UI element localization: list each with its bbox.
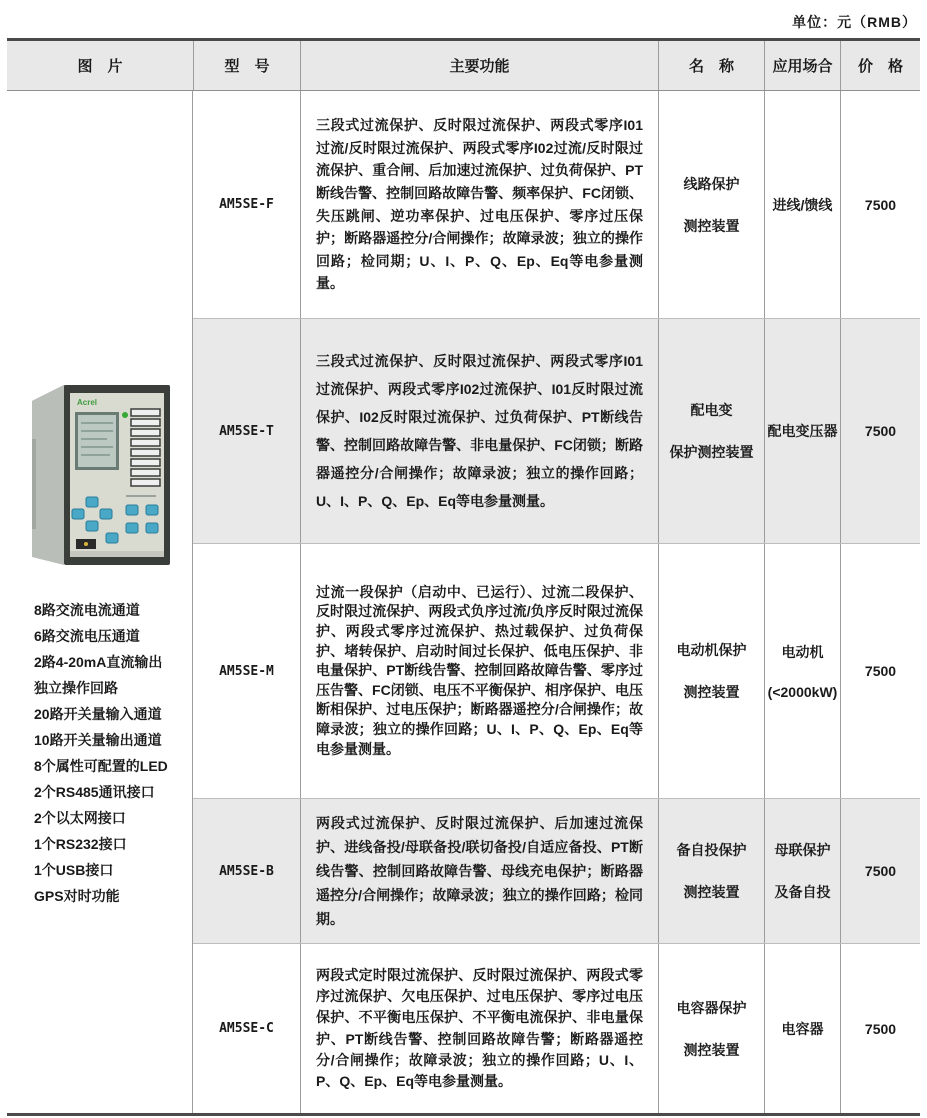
header-functions: 主要功能 bbox=[300, 41, 658, 90]
device-spec-list bbox=[7, 597, 168, 909]
spec-item: 1个RS232接口 bbox=[34, 836, 127, 852]
header-application: 应用场合 bbox=[764, 41, 840, 90]
table-header-row bbox=[7, 41, 920, 91]
name-line: 配电变 bbox=[690, 402, 733, 418]
spec-item: 2个以太网接口 bbox=[34, 810, 126, 826]
application-cell bbox=[764, 944, 840, 1113]
application-cell bbox=[764, 319, 840, 543]
spec-item: 2个RS485通讯接口 bbox=[34, 784, 155, 800]
bezel-strip bbox=[70, 551, 164, 557]
functions-cell bbox=[300, 799, 658, 943]
application-line: 电动机 bbox=[781, 644, 824, 660]
functions-cell bbox=[300, 544, 658, 798]
functions-cell bbox=[300, 944, 658, 1113]
device-side-face bbox=[32, 385, 64, 565]
name-cell bbox=[658, 91, 764, 318]
price-cell: 7500 bbox=[840, 944, 920, 1113]
table-row-am5se-c bbox=[193, 943, 920, 1113]
header-picture: 图 片 bbox=[77, 58, 123, 75]
header-price: 价 格 bbox=[840, 41, 920, 90]
price-cell: 7500 bbox=[840, 91, 920, 318]
application-line: 配电变压器 bbox=[767, 423, 838, 439]
application-line: 电容器 bbox=[781, 1020, 824, 1037]
spec-item: 6路交流电压通道 bbox=[34, 628, 140, 644]
unit-label: 单位：元（RMB） bbox=[792, 14, 917, 30]
functions-text: 两段式过流保护、反时限过流保护、后加速过流保护、进线备投/母联备投/联切备投/自适应备投、PT断线告警、控制回路故障告警、母线充电保护；断路器遥控分/合闸操作；故障录波；独立的操作回路；检同期。 bbox=[316, 815, 643, 927]
name-line: 备自投保护 bbox=[676, 842, 747, 858]
port-dot bbox=[84, 542, 88, 546]
name-line: 电动机保护 bbox=[676, 642, 747, 658]
application-cell bbox=[764, 799, 840, 943]
status-led bbox=[122, 412, 128, 418]
functions-text: 三段式过流保护、反时限过流保护、两段式零序I01过流保护、两段式零序I02过流保护、I01反时限过流保护、I02反时限过流保护、过负荷保护、PT断线告警、控制回路故障告警、非电量保护、FC闭锁；断路器遥控分/合闸操作；故障录波；独立的操作回路；U、I、P、Q、Ep、Eq等电参量测量。 bbox=[316, 353, 643, 509]
spec-item: 1个USB接口 bbox=[34, 862, 114, 878]
functions-cell bbox=[300, 319, 658, 543]
price-cell: 7500 bbox=[840, 799, 920, 943]
application-line: 母联保护 bbox=[774, 842, 831, 858]
spec-item: 20路开关量输入通道 bbox=[34, 706, 162, 722]
name-line: 测控装置 bbox=[683, 884, 740, 900]
functions-text: 过流一段保护（启动中、已运行）、过流二段保护、反时限过流保护、两段式负序过流/负序反时限过流保护、两段式零序过流保护、热过载保护、过负荷保护、堵转保护、启动时间过长保护、低电压保护、非电量保护、PT断线告警、控制回路故障告警、零序过压告警、FC闭锁、电压不平衡保护、相序保护、电压断相保护、过电压保护；断路器遥控分/合闸操作；故障录波；独立的操作回路；U、I、P、Q、Ep、Eq等电参量测量。 bbox=[316, 583, 643, 757]
functions-text: 两段式定时限过流保护、反时限过流保护、两段式零序过流保护、欠电压保护、过电压保护、零序过电压保护、不平衡电压保护、不平衡电流保护、非电量保护、PT断线告警、控制回路故障告警；断路器遥控分/合闸操作；故障录波；独立的操作回路；U、I、P、Q、Ep、Eq等电参量测量。 bbox=[316, 966, 643, 1089]
table-row-am5se-t bbox=[193, 318, 920, 543]
name-cell bbox=[658, 944, 764, 1113]
brand-logo: Acrel bbox=[76, 398, 97, 407]
price-cell: 7500 bbox=[840, 544, 920, 798]
name-cell bbox=[658, 799, 764, 943]
table-row-am5se-b bbox=[193, 798, 920, 943]
name-cell bbox=[658, 544, 764, 798]
spec-item: 8路交流电流通道 bbox=[34, 602, 140, 618]
header-name: 名 称 bbox=[658, 41, 764, 90]
spec-item: 2路4-20mA直流输出 bbox=[34, 654, 163, 670]
device-side-groove bbox=[32, 439, 36, 529]
application-line: 进线/馈线 bbox=[772, 196, 833, 213]
model-cell: AM5SE-B bbox=[219, 863, 274, 879]
model-cell: AM5SE-F bbox=[219, 197, 274, 212]
table-row-am5se-f bbox=[193, 91, 920, 318]
device-photo bbox=[22, 379, 178, 571]
picture-cell bbox=[7, 91, 193, 1113]
name-line: 电容器保护 bbox=[676, 999, 747, 1016]
application-line: 及备自投 bbox=[774, 884, 831, 900]
model-cell: AM5SE-C bbox=[219, 1021, 274, 1036]
relay-device-image bbox=[22, 379, 178, 571]
model-cell: AM5SE-T bbox=[219, 423, 274, 439]
name-line: 测控装置 bbox=[683, 217, 740, 234]
model-cell: AM5SE-M bbox=[219, 663, 274, 679]
price-cell: 7500 bbox=[840, 319, 920, 543]
spec-item: 8个属性可配置的LED bbox=[34, 758, 168, 774]
name-cell bbox=[658, 319, 764, 543]
functions-text: 三段式过流保护、反时限过流保护、两段式零序I01过流/反时限过流保护、两段式零序I02过流/反时限过流保护、重合闸、后加速过流保护、过负荷保护、PT断线告警、控制回路故障告警、频率保护、FC闭锁、失压跳闸、逆功率保护、过电压保护、零序过压保护；断路器遥控分/合闸操作；故障录波；独立的操作回路；检同期；U、I、P、Q、Ep、Eq等电参量测量。 bbox=[316, 117, 643, 292]
application-cell bbox=[764, 544, 840, 798]
functions-cell bbox=[300, 91, 658, 318]
application-cell bbox=[764, 91, 840, 318]
name-line: 测控装置 bbox=[683, 684, 740, 700]
application-line: (<2000kW) bbox=[767, 684, 838, 700]
name-line: 保护测控装置 bbox=[669, 444, 754, 460]
name-line: 测控装置 bbox=[683, 1041, 740, 1058]
product-price-table bbox=[7, 38, 920, 1116]
header-model: 型 号 bbox=[193, 41, 300, 90]
spec-item: 10路开关量输出通道 bbox=[34, 732, 162, 748]
table-row-am5se-m bbox=[193, 543, 920, 798]
spec-item: 独立操作回路 bbox=[34, 680, 118, 696]
name-line: 线路保护 bbox=[683, 175, 740, 192]
spec-item: GPS对时功能 bbox=[34, 888, 120, 904]
